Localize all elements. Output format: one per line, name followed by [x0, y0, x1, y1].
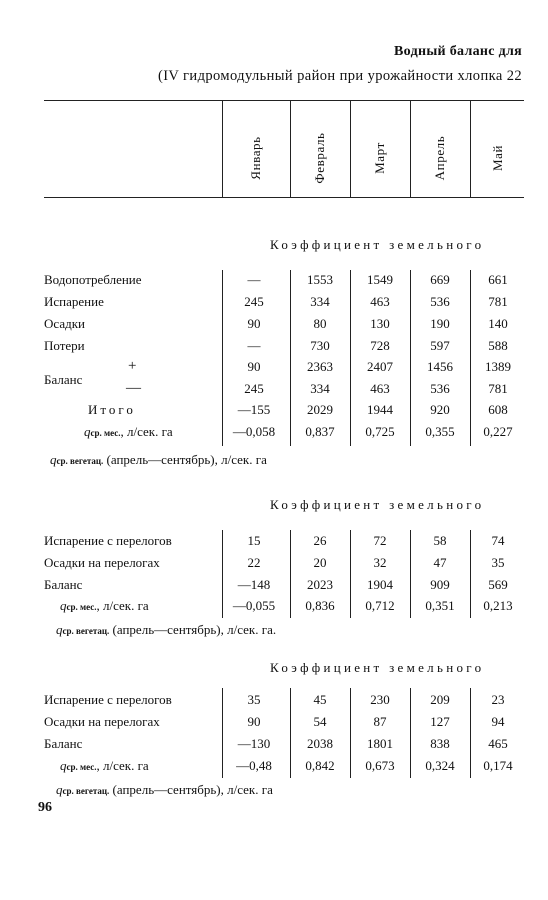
table-cell: 209 — [430, 692, 450, 707]
note-text: (апрель—сентябрь), л/сек. га — [109, 782, 273, 797]
row-label-fallow-evaporation: Испарение с перелогов — [44, 692, 172, 707]
table-cell: 90 — [247, 359, 261, 374]
q-subscript: ср. вегетац. — [62, 626, 110, 636]
q-subscript: ср. мес. — [66, 602, 97, 612]
table-cell: 463 — [370, 381, 390, 396]
page-number: 96 — [38, 800, 52, 815]
table-cell: 245 — [244, 381, 264, 396]
q-subscript: ср. мес. — [90, 428, 121, 438]
section-1-title: Коэффициент земельного — [270, 237, 485, 252]
row-label-balance: Баланс — [44, 577, 83, 592]
note-text: (апрель—сентябрь), л/сек. га — [103, 452, 267, 467]
table-cell: 730 — [310, 338, 330, 353]
table-title: Водный баланс для — [394, 44, 522, 59]
table-cell: —0,48 — [236, 758, 272, 773]
table-cell: 465 — [488, 736, 508, 751]
table-cell: 94 — [491, 714, 505, 729]
table-cell: 0,842 — [305, 758, 335, 773]
table-cell: 569 — [488, 577, 508, 592]
table-cell: 190 — [430, 316, 450, 331]
note-text: (апрель—сентябрь), л/сек. га. — [109, 622, 277, 637]
table-cell: 2407 — [367, 359, 393, 374]
table-cell: 1944 — [367, 402, 393, 417]
table-cell: 26 — [313, 533, 327, 548]
table-cell: 74 — [491, 533, 505, 548]
header-divider — [410, 100, 411, 197]
row-label-balance: Баланс — [44, 736, 83, 751]
row-label-evaporation: Испарение — [44, 294, 104, 309]
table-cell: 87 — [373, 714, 387, 729]
table-cell: 1549 — [367, 272, 393, 287]
table-cell: 127 — [430, 714, 450, 729]
table-cell: 661 — [488, 272, 508, 287]
table-cell: 2363 — [307, 359, 333, 374]
row-label-fallow-precipitation: Осадки на перелогах — [44, 714, 160, 729]
table-cell: 245 — [244, 294, 264, 309]
q-subscript: ср. вегетац. — [56, 456, 104, 466]
table-cell: 47 — [433, 555, 447, 570]
table-cell: 0,227 — [483, 424, 513, 439]
table-cell: 1904 — [367, 577, 393, 592]
table-cell: 536 — [430, 381, 450, 396]
table-cell: 0,725 — [365, 424, 395, 439]
row-label-balance: Баланс — [44, 372, 83, 387]
q-unit: , л/сек. га — [120, 424, 173, 439]
table-cell: 0,836 — [305, 598, 335, 613]
table-cell: 22 — [247, 555, 261, 570]
header-divider — [290, 100, 291, 197]
q-unit: , л/сек. га — [96, 758, 149, 773]
table-cell: 1801 — [367, 736, 393, 751]
table-cell: 0,324 — [425, 758, 455, 773]
q-symbol: q — [56, 782, 63, 797]
table-cell: 728 — [370, 338, 390, 353]
table-cell: 230 — [370, 692, 390, 707]
q-symbol: q — [50, 452, 57, 467]
table-cell: 781 — [488, 381, 508, 396]
table-cell: 909 — [430, 577, 450, 592]
table-cell: 0,712 — [365, 598, 395, 613]
table-cell: 1456 — [427, 359, 453, 374]
table-cell: — — [247, 272, 261, 287]
row-label-q-monthly — [60, 598, 149, 614]
table-cell: 20 — [313, 555, 327, 570]
table-cell: —0,055 — [232, 598, 276, 613]
row-label-total: Итого — [88, 402, 136, 417]
column-header-may: Май — [490, 144, 505, 172]
section-2-note — [56, 622, 276, 638]
table-cell: 1553 — [307, 272, 333, 287]
table-cell: 588 — [488, 338, 508, 353]
table-cell: —155 — [237, 402, 271, 417]
section-3-note — [56, 782, 273, 798]
table-cell: 58 — [433, 533, 447, 548]
table-cell: 54 — [313, 714, 327, 729]
table-subtitle: (IV гидромодульный район при урожайности хлопка 22 — [157, 68, 522, 84]
section-1-note — [50, 452, 267, 468]
q-subscript: ср. вегетац. — [62, 786, 110, 796]
row-label-q-monthly — [84, 424, 173, 440]
table-cell: 80 — [313, 316, 327, 331]
table-cell: 0,174 — [483, 758, 513, 773]
table-cell: 0,355 — [425, 424, 455, 439]
section-3-title: Коэффициент земельного — [270, 660, 485, 675]
header-divider — [222, 100, 223, 197]
table-cell: 35 — [247, 692, 261, 707]
table-cell: 140 — [488, 316, 508, 331]
table-cell: 90 — [247, 714, 261, 729]
table-cell: 2038 — [307, 736, 333, 751]
table-cell: 536 — [430, 294, 450, 309]
table-cell: 72 — [373, 533, 387, 548]
section-2-divider — [222, 530, 223, 618]
table-cell: 463 — [370, 294, 390, 309]
header-top-rule — [44, 100, 524, 101]
table-cell: 334 — [310, 381, 330, 396]
table-cell: 0,837 — [305, 424, 335, 439]
table-cell: — — [247, 338, 261, 353]
table-cell: 32 — [373, 555, 387, 570]
table-cell: 838 — [430, 736, 450, 751]
table-cell: 23 — [491, 692, 505, 707]
table-cell: 0,351 — [425, 598, 455, 613]
q-symbol: q — [56, 622, 63, 637]
table-cell: —148 — [237, 577, 271, 592]
table-cell: 0,213 — [483, 598, 513, 613]
q-symbol: q — [84, 424, 91, 439]
row-label-losses: Потери — [44, 338, 85, 353]
table-cell: 920 — [430, 402, 450, 417]
section-1-divider — [222, 270, 223, 446]
q-symbol: q — [60, 758, 67, 773]
table-cell: —130 — [237, 736, 271, 751]
row-label-fallow-evaporation: Испарение с перелогов — [44, 533, 172, 548]
table-cell: 130 — [370, 316, 390, 331]
q-subscript: ср. мес. — [66, 762, 97, 772]
table-cell: 0,673 — [365, 758, 395, 773]
section-3-divider — [222, 688, 223, 778]
header-divider — [470, 100, 471, 197]
table-cell: 781 — [488, 294, 508, 309]
column-header-mar: Март — [372, 142, 387, 174]
table-cell: 1389 — [485, 359, 511, 374]
column-header-jan: Январь — [248, 136, 263, 180]
row-label-plus: + — [128, 358, 137, 374]
table-cell: 90 — [247, 316, 261, 331]
column-header-apr: Апрель — [432, 135, 447, 181]
row-label-water-use: Водопотребление — [44, 272, 142, 287]
table-cell: 2023 — [307, 577, 333, 592]
table-cell: 2029 — [307, 402, 333, 417]
table-cell: 334 — [310, 294, 330, 309]
q-symbol: q — [60, 598, 67, 613]
row-label-fallow-precipitation: Осадки на перелогах — [44, 555, 160, 570]
table-cell: —0,058 — [232, 424, 276, 439]
table-cell: 35 — [491, 555, 505, 570]
q-unit: , л/сек. га — [96, 598, 149, 613]
header-divider — [350, 100, 351, 197]
table-cell: 608 — [488, 402, 508, 417]
table-cell: 669 — [430, 272, 450, 287]
row-label-minus: — — [126, 380, 141, 396]
column-header-feb: Февраль — [312, 132, 327, 184]
table-cell: 597 — [430, 338, 450, 353]
section-2-title: Коэффициент земельного — [270, 497, 485, 512]
table-cell: 15 — [247, 533, 261, 548]
header-bottom-rule — [44, 197, 524, 198]
table-cell: 45 — [313, 692, 327, 707]
row-label-precipitation: Осадки — [44, 316, 85, 331]
row-label-q-monthly — [60, 758, 149, 774]
